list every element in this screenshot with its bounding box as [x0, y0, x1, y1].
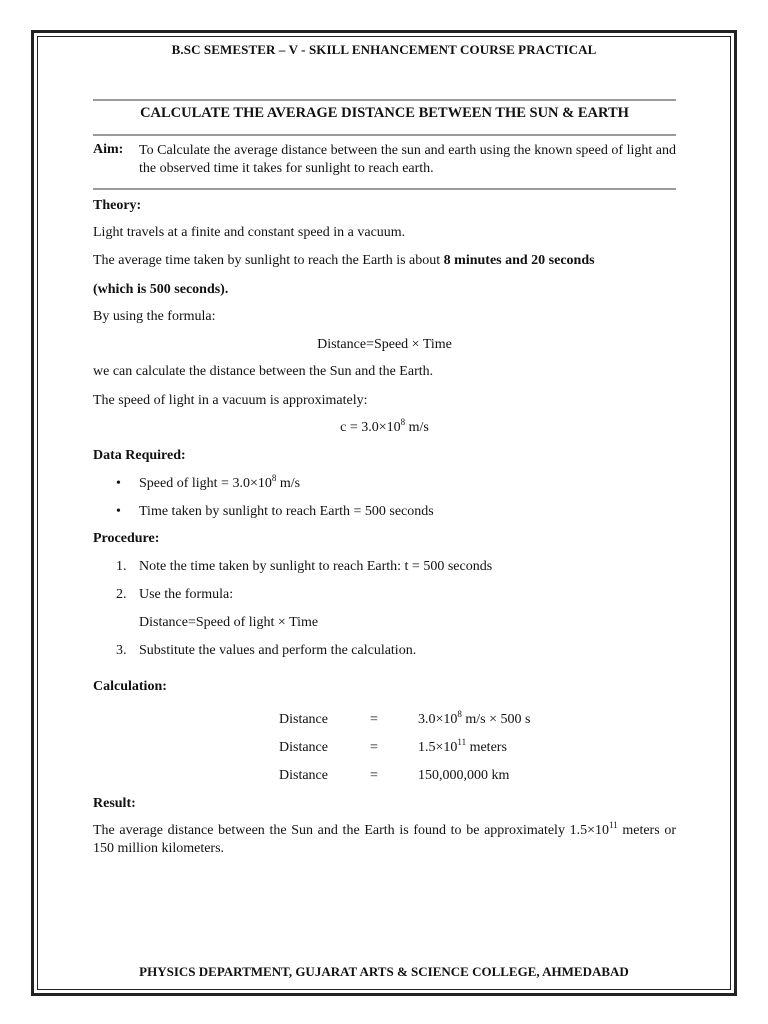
theory-line-1: Light travels at a finite and constant speed in a vacuum. — [93, 225, 406, 240]
result-text — [93, 822, 676, 858]
calc-row-2-suffix: meters — [466, 740, 507, 755]
bullet-icon: • — [116, 476, 121, 491]
step-number-1: 1. — [116, 559, 127, 574]
calc-row-1-exponent: 8 — [457, 709, 462, 719]
result-text-suffix: meters or 150 million kilometers. — [93, 823, 676, 856]
data-item-1-exponent: 8 — [271, 473, 277, 483]
procedure-step-3: Substitute the values and perform the calculation. — [139, 643, 417, 658]
c-prefix: c = 3.0×10 — [340, 420, 401, 435]
theory-line-3: (which is 500 seconds). — [93, 282, 229, 297]
theory-line-4: By using the formula: — [93, 309, 216, 324]
result-text-prefix: The average distance between the Sun and the Earth is found to be approximately 1.5×10 — [93, 823, 610, 838]
theory-time-emphasis: 8 minutes and 20 seconds — [443, 253, 595, 268]
theory-formula: Distance=Speed × Time — [317, 337, 452, 352]
theory-heading: Theory: — [93, 198, 142, 213]
theory-line-5: we can calculate the distance between the Sun and the Earth. — [93, 364, 434, 379]
calc-row-2-exponent: 11 — [457, 737, 467, 747]
calc-row-3-label: Distance — [279, 768, 328, 783]
calc-row-3-equals: = — [370, 768, 378, 783]
result-exponent: 11 — [609, 820, 618, 830]
calc-row-2-prefix: 1.5×10 — [418, 740, 458, 755]
result-heading: Result: — [93, 796, 136, 811]
data-item-1 — [139, 475, 300, 493]
calc-row-1-equals: = — [370, 712, 378, 727]
calc-row-1-prefix: 3.0×10 — [418, 712, 458, 727]
data-item-2: Time taken by sunlight to reach Earth = 500 seconds — [139, 504, 434, 519]
calc-row-1-value — [418, 711, 530, 729]
procedure-step-2-formula: Distance=Speed of light × Time — [139, 615, 319, 630]
c-exponent: 8 — [400, 417, 406, 427]
calculation-heading: Calculation: — [93, 679, 167, 694]
calc-row-1-label: Distance — [279, 712, 328, 727]
step-number-2: 2. — [116, 587, 127, 602]
speed-of-light-formula — [93, 419, 676, 437]
procedure-step-1: Note the time taken by sunlight to reach Earth: t = 500 seconds — [139, 559, 493, 574]
theory-line-2 — [93, 252, 595, 270]
page-footer: PHYSICS DEPARTMENT, GUJARAT ARTS & SCIENCE COLLEGE, AHMEDABAD — [139, 964, 629, 979]
page-header: B.SC SEMESTER – V - SKILL ENHANCEMENT COURSE PRACTICAL — [171, 42, 597, 57]
calc-row-2-value — [418, 739, 507, 757]
aim-rule — [93, 188, 676, 190]
theory-line-2-text: The average time taken by sunlight to reach the Earth is about — [93, 253, 444, 268]
data-item-1-suffix: m/s — [276, 476, 301, 491]
bullet-icon: • — [116, 504, 121, 519]
data-item-1-prefix: Speed of light = 3.0×10 — [139, 476, 272, 491]
data-required-heading: Data Required: — [93, 448, 186, 463]
calc-row-3-value: 150,000,000 km — [418, 768, 510, 783]
title-rule-bottom — [93, 134, 676, 136]
c-suffix: m/s — [405, 420, 429, 435]
theory-line-6: The speed of light in a vacuum is approximately: — [93, 393, 368, 408]
aim-label: Aim: — [93, 142, 124, 157]
aim-text: To Calculate the average distance between the sun and earth using the known speed of light and the observed time it takes for sunlight to reach earth. — [139, 143, 676, 176]
procedure-heading: Procedure: — [93, 531, 160, 546]
calc-row-1-suffix: m/s × 500 s — [461, 712, 531, 727]
title-rule-top — [93, 99, 676, 101]
calc-row-2-label: Distance — [279, 740, 328, 755]
calc-row-2-equals: = — [370, 740, 378, 755]
step-number-3: 3. — [116, 643, 127, 658]
page-title: CALCULATE THE AVERAGE DISTANCE BETWEEN THE SUN & EARTH — [140, 105, 629, 121]
procedure-step-2: Use the formula: — [139, 587, 234, 602]
